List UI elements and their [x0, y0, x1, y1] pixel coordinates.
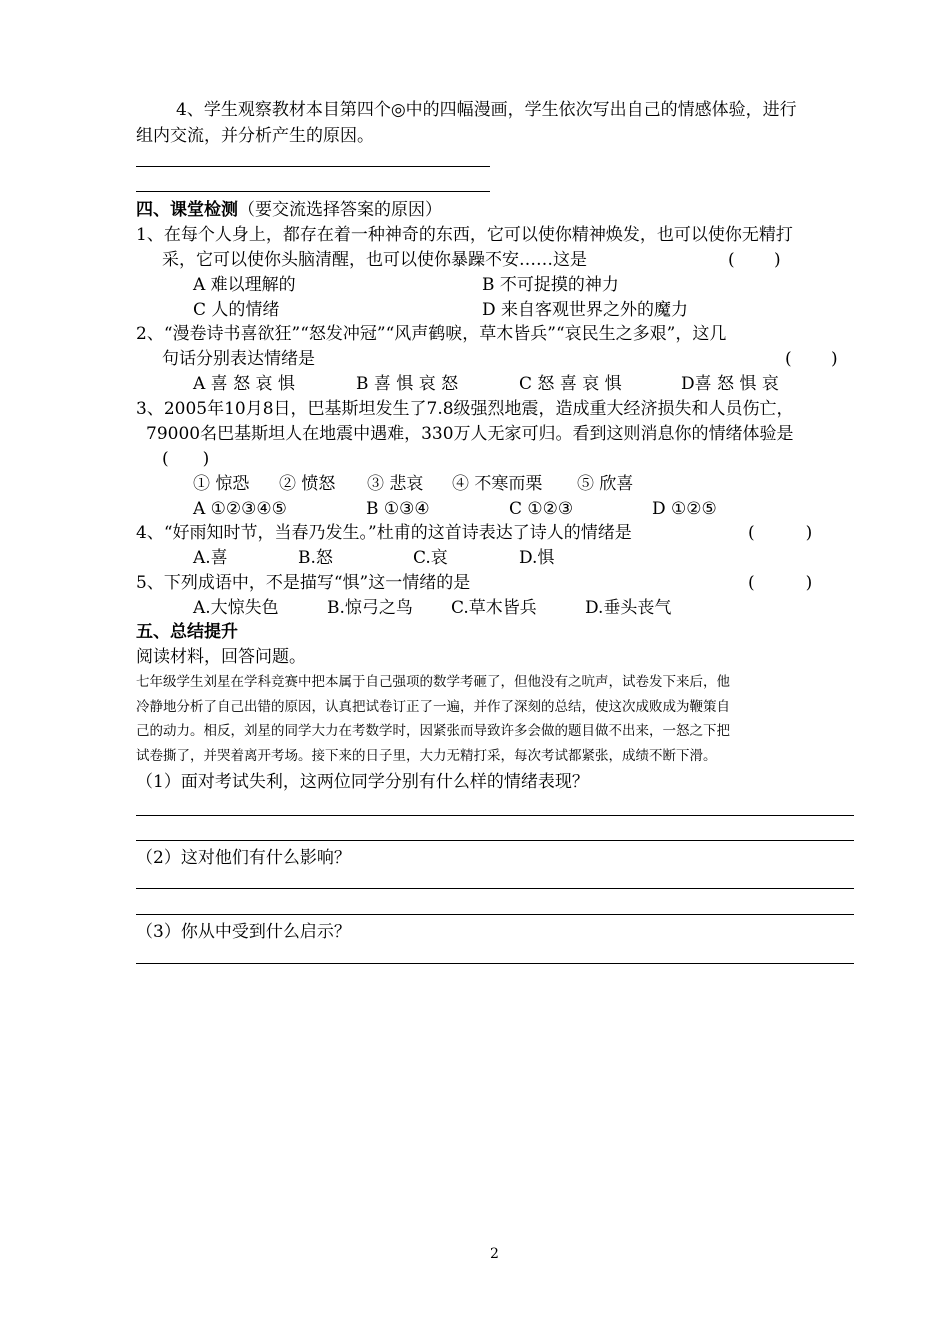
- q5-option-d: D.垂头丧气: [585, 598, 672, 618]
- item4-line1: 4、学生观察教材本目第四个◎中的四幅漫画，学生依次写出自己的情感体验，进行: [176, 100, 797, 120]
- q3-item: ⑤ 欣喜: [577, 474, 634, 494]
- passage-line: 七年级学生刘星在学科竞赛中把本属于自己强项的数学考砸了，但他没有之吭声，试卷发下来后，他: [136, 674, 730, 690]
- q4-option-b: B.怒: [298, 548, 333, 568]
- q1-option-c: C 人的情绪: [193, 300, 280, 320]
- q1-line2: 采，它可以使你头脑清醒，也可以使你暴躁不安……这是: [162, 250, 587, 270]
- q1-line1: 1、在每个人身上，都存在着一种神奇的东西，它可以使你精神焕发，也可以使你无精打: [136, 225, 793, 245]
- section5-heading: 五、总结提升: [136, 622, 238, 642]
- q4-option-d: D.惧: [519, 548, 555, 568]
- q3-line1: 3、2005年10月8日，巴基斯坦发生了7.8级强烈地震，造成重大经济损失和人员伤亡，: [136, 399, 794, 419]
- q1-answer-paren: ( ): [728, 250, 781, 270]
- q4-answer-paren: ( ): [748, 523, 813, 543]
- q1-option-b: B 不可捉摸的神力: [482, 275, 619, 295]
- answer-line: [136, 815, 854, 816]
- answer-line: [136, 840, 854, 841]
- q2-answer-paren: ( ): [785, 349, 838, 369]
- q5-answer-paren: ( ): [748, 573, 813, 593]
- answer-line: [136, 888, 854, 889]
- q2-line2: 句话分别表达情绪是: [162, 349, 315, 369]
- section4-heading: 四、课堂检测: [136, 200, 238, 220]
- q3-option-c: C ①②③: [509, 499, 574, 519]
- section4-title: [136, 198, 442, 222]
- q2-line1: 2、“漫卷诗书喜欲狂”“怒发冲冠”“风声鹤唳，草木皆兵”“哀民生之多艰”，这几: [136, 324, 727, 344]
- q3-line2: 79000名巴基斯坦人在地震中遇难，330万人无家可归。看到这则消息你的情绪体验是: [146, 424, 794, 444]
- section5-q3: （3）你从中受到什么启示？: [136, 922, 351, 942]
- passage-line: 冷静地分析了自己出错的原因，认真把试卷订正了一遍，并作了深刻的总结，使这次成败成为鞭策自: [136, 699, 730, 715]
- q1-option-d: D 来自客观世界之外的魔力: [482, 300, 689, 320]
- section4-note: （要交流选择答案的原因）: [238, 200, 442, 220]
- q2-option-d: D喜 怒 惧 哀: [681, 374, 779, 394]
- q1-option-a: A 难以理解的: [193, 275, 296, 295]
- answer-line: [136, 191, 490, 192]
- item4-line2: 组内交流，并分析产生的原因。: [136, 126, 374, 146]
- q3-option-a: A ①②③④⑤: [193, 499, 287, 519]
- section5-q2: （2）这对他们有什么影响？: [136, 848, 351, 868]
- q5-line1: 5、下列成语中，不是描写“惧”这一情绪的是: [136, 573, 471, 593]
- q3-item: ① 惊恐: [193, 474, 250, 494]
- q4-line1: 4、“好雨知时节，当春乃发生。”杜甫的这首诗表达了诗人的情绪是: [136, 523, 632, 543]
- q4-option-c: C.哀: [413, 548, 448, 568]
- section5-intro: 阅读材料，回答问题。: [136, 647, 306, 667]
- q3-item: ④ 不寒而栗: [452, 474, 543, 494]
- q3-option-d: D ①②⑤: [652, 499, 717, 519]
- q5-option-a: A.大惊失色: [193, 598, 279, 618]
- q3-item: ② 愤怒: [279, 474, 336, 494]
- q5-option-b: B.惊弓之鸟: [327, 598, 413, 618]
- answer-line: [136, 963, 854, 964]
- q2-option-c: C 怒 喜 哀 惧: [519, 374, 622, 394]
- section5-q1: （1）面对考试失利，这两位同学分别有什么样的情绪表现？: [136, 772, 589, 792]
- q3-option-b: B ①③④: [366, 499, 430, 519]
- answer-line: [136, 166, 490, 167]
- q2-option-b: B 喜 惧 哀 怒: [356, 374, 459, 394]
- passage-line: 己的动力。相反，刘星的同学大力在考数学时，因紧张而导致许多会做的题目做不出来，一怒之下把: [136, 723, 730, 739]
- q3-item: ③ 悲哀: [367, 474, 424, 494]
- q2-option-a: A 喜 怒 哀 惧: [193, 374, 295, 394]
- passage-line: 试卷撕了，并哭着离开考场。接下来的日子里，大力无精打采，每次考试都紧张，成绩不断下滑。: [136, 748, 717, 764]
- answer-line: [136, 914, 854, 915]
- q3-answer-paren: ( ): [162, 449, 210, 469]
- q4-option-a: A.喜: [193, 548, 228, 568]
- page-number: 2: [490, 1246, 499, 1262]
- q5-option-c: C.草木皆兵: [451, 598, 537, 618]
